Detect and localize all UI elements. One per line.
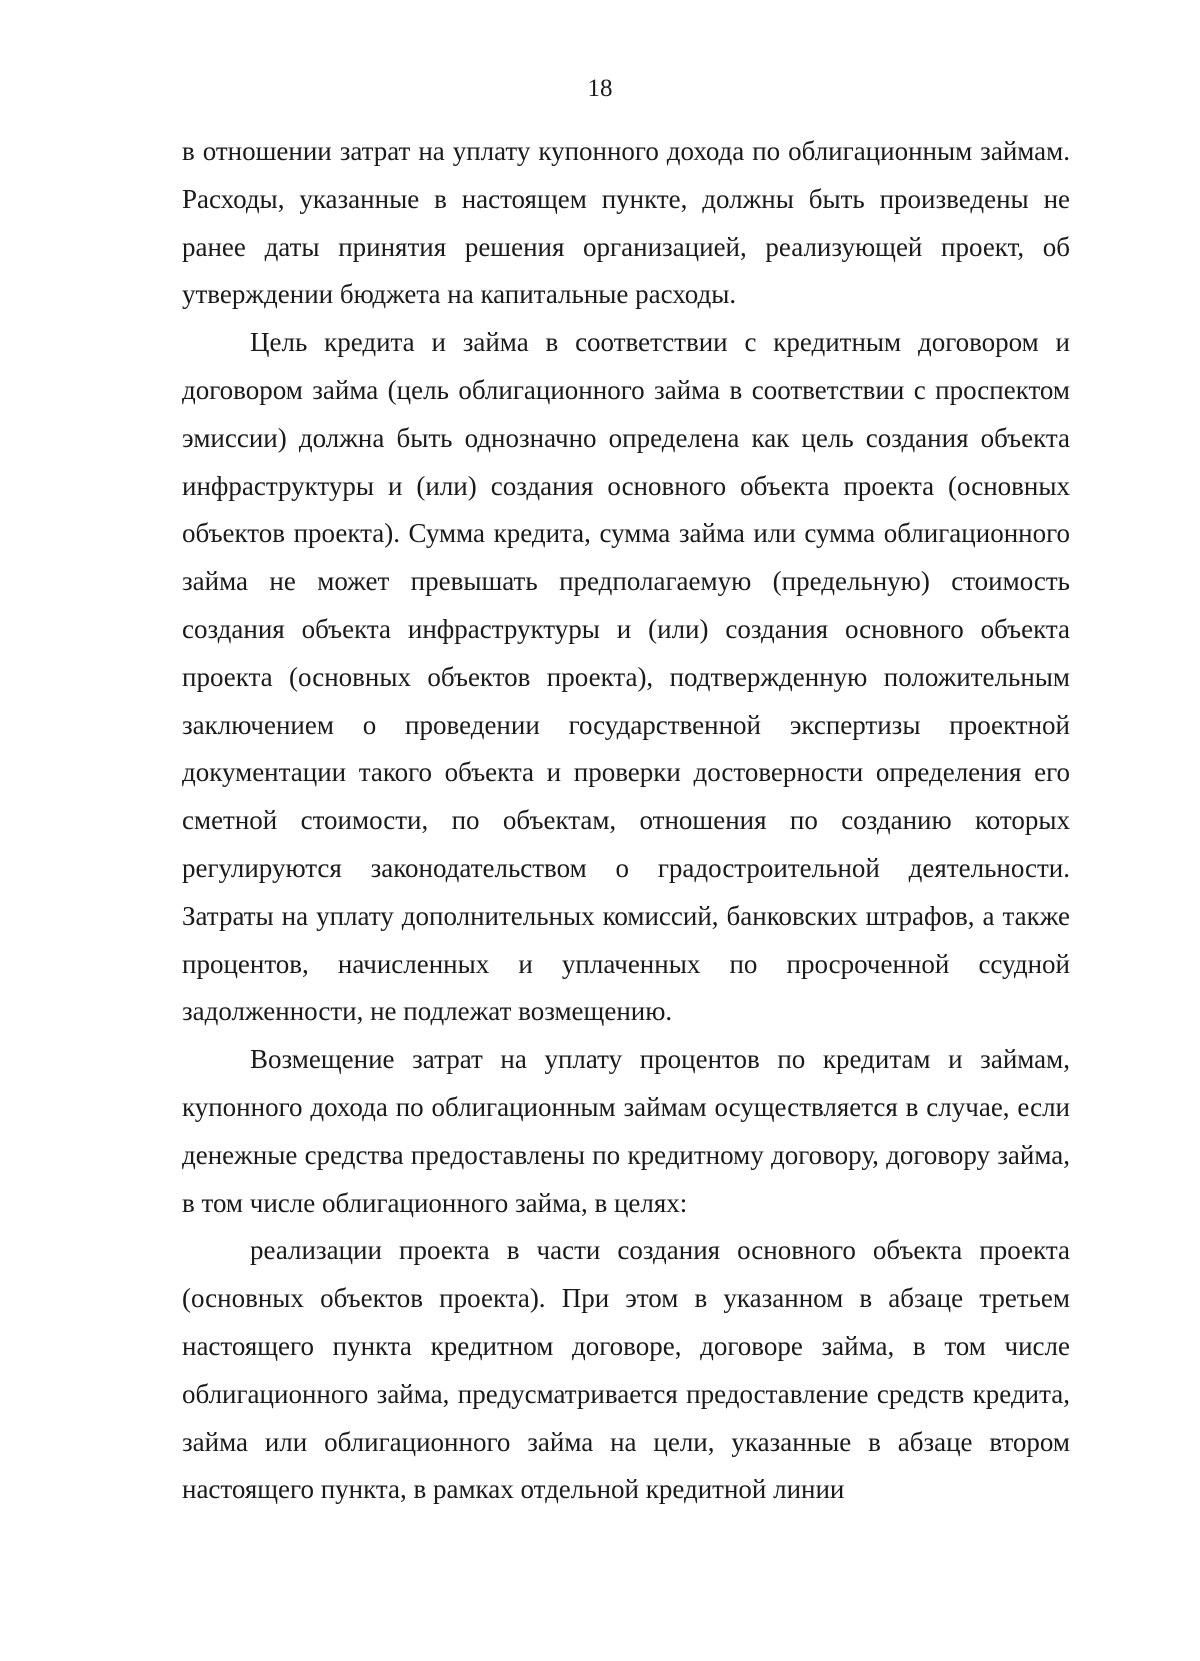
page-number: 18 — [587, 75, 613, 102]
document-body — [182, 128, 1070, 1514]
paragraph-continuation: в отношении затрат на уплату купонного дохода по облигационным займам. Расходы, указанные в настоящем пункте, должны быть произведены не ранее даты принятия решения организацией, реализующей проект, об утверждении бюджета на капитальные расходы. — [182, 136, 1070, 310]
paragraph-reimbursement-conditions: Возмещение затрат на уплату процентов по кредитам и займам, купонного дохода по облигационным займам осуществляется в случае, если денежные средства предоставлены по кредитному договору, договору займа, в том числе облигационного займа, в целях: — [182, 1044, 1070, 1218]
paragraph-loan-purpose: Цель кредита и займа в соответствии с кредитным договором и договором займа (цель облигационного займа в соответствии с проспектом эмиссии) должна быть однозначно определена как цель создания объекта инфраструктуры и (или) создания основного объекта проекта (основных объектов проекта). Сумма кредита, сумма займа или сумма облигационного займа не может превышать предполагаемую (предельную) стоимость создания объекта инфраструктуры и (или) создания основного объекта проекта (основных объектов проекта), подтвержденную положительным заключением о проведении государственной экспертизы проектной документации такого объекта и проверки достоверности определения его сметной стоимости, по объектам, отношения по созданию которых регулируются законодательством о градостроительной деятельности. Затраты на уплату дополнительных комиссий, банковских штрафов, а также процентов, начисленных и уплаченных по просроченной ссудной задолженности, не подлежат возмещению. — [182, 327, 1070, 1027]
paragraph-project-implementation: реализации проекта в части создания основного объекта проекта (основных объектов проекта). При этом в указанном в абзаце третьем настоящего пункта кредитном договоре, договоре займа, в том числе облигационного займа, предусматривается предоставление средств кредита, займа или облигационного займа на цели, указанные в абзаце втором настоящего пункта, в рамках отдельной кредитной линии — [182, 1235, 1070, 1505]
